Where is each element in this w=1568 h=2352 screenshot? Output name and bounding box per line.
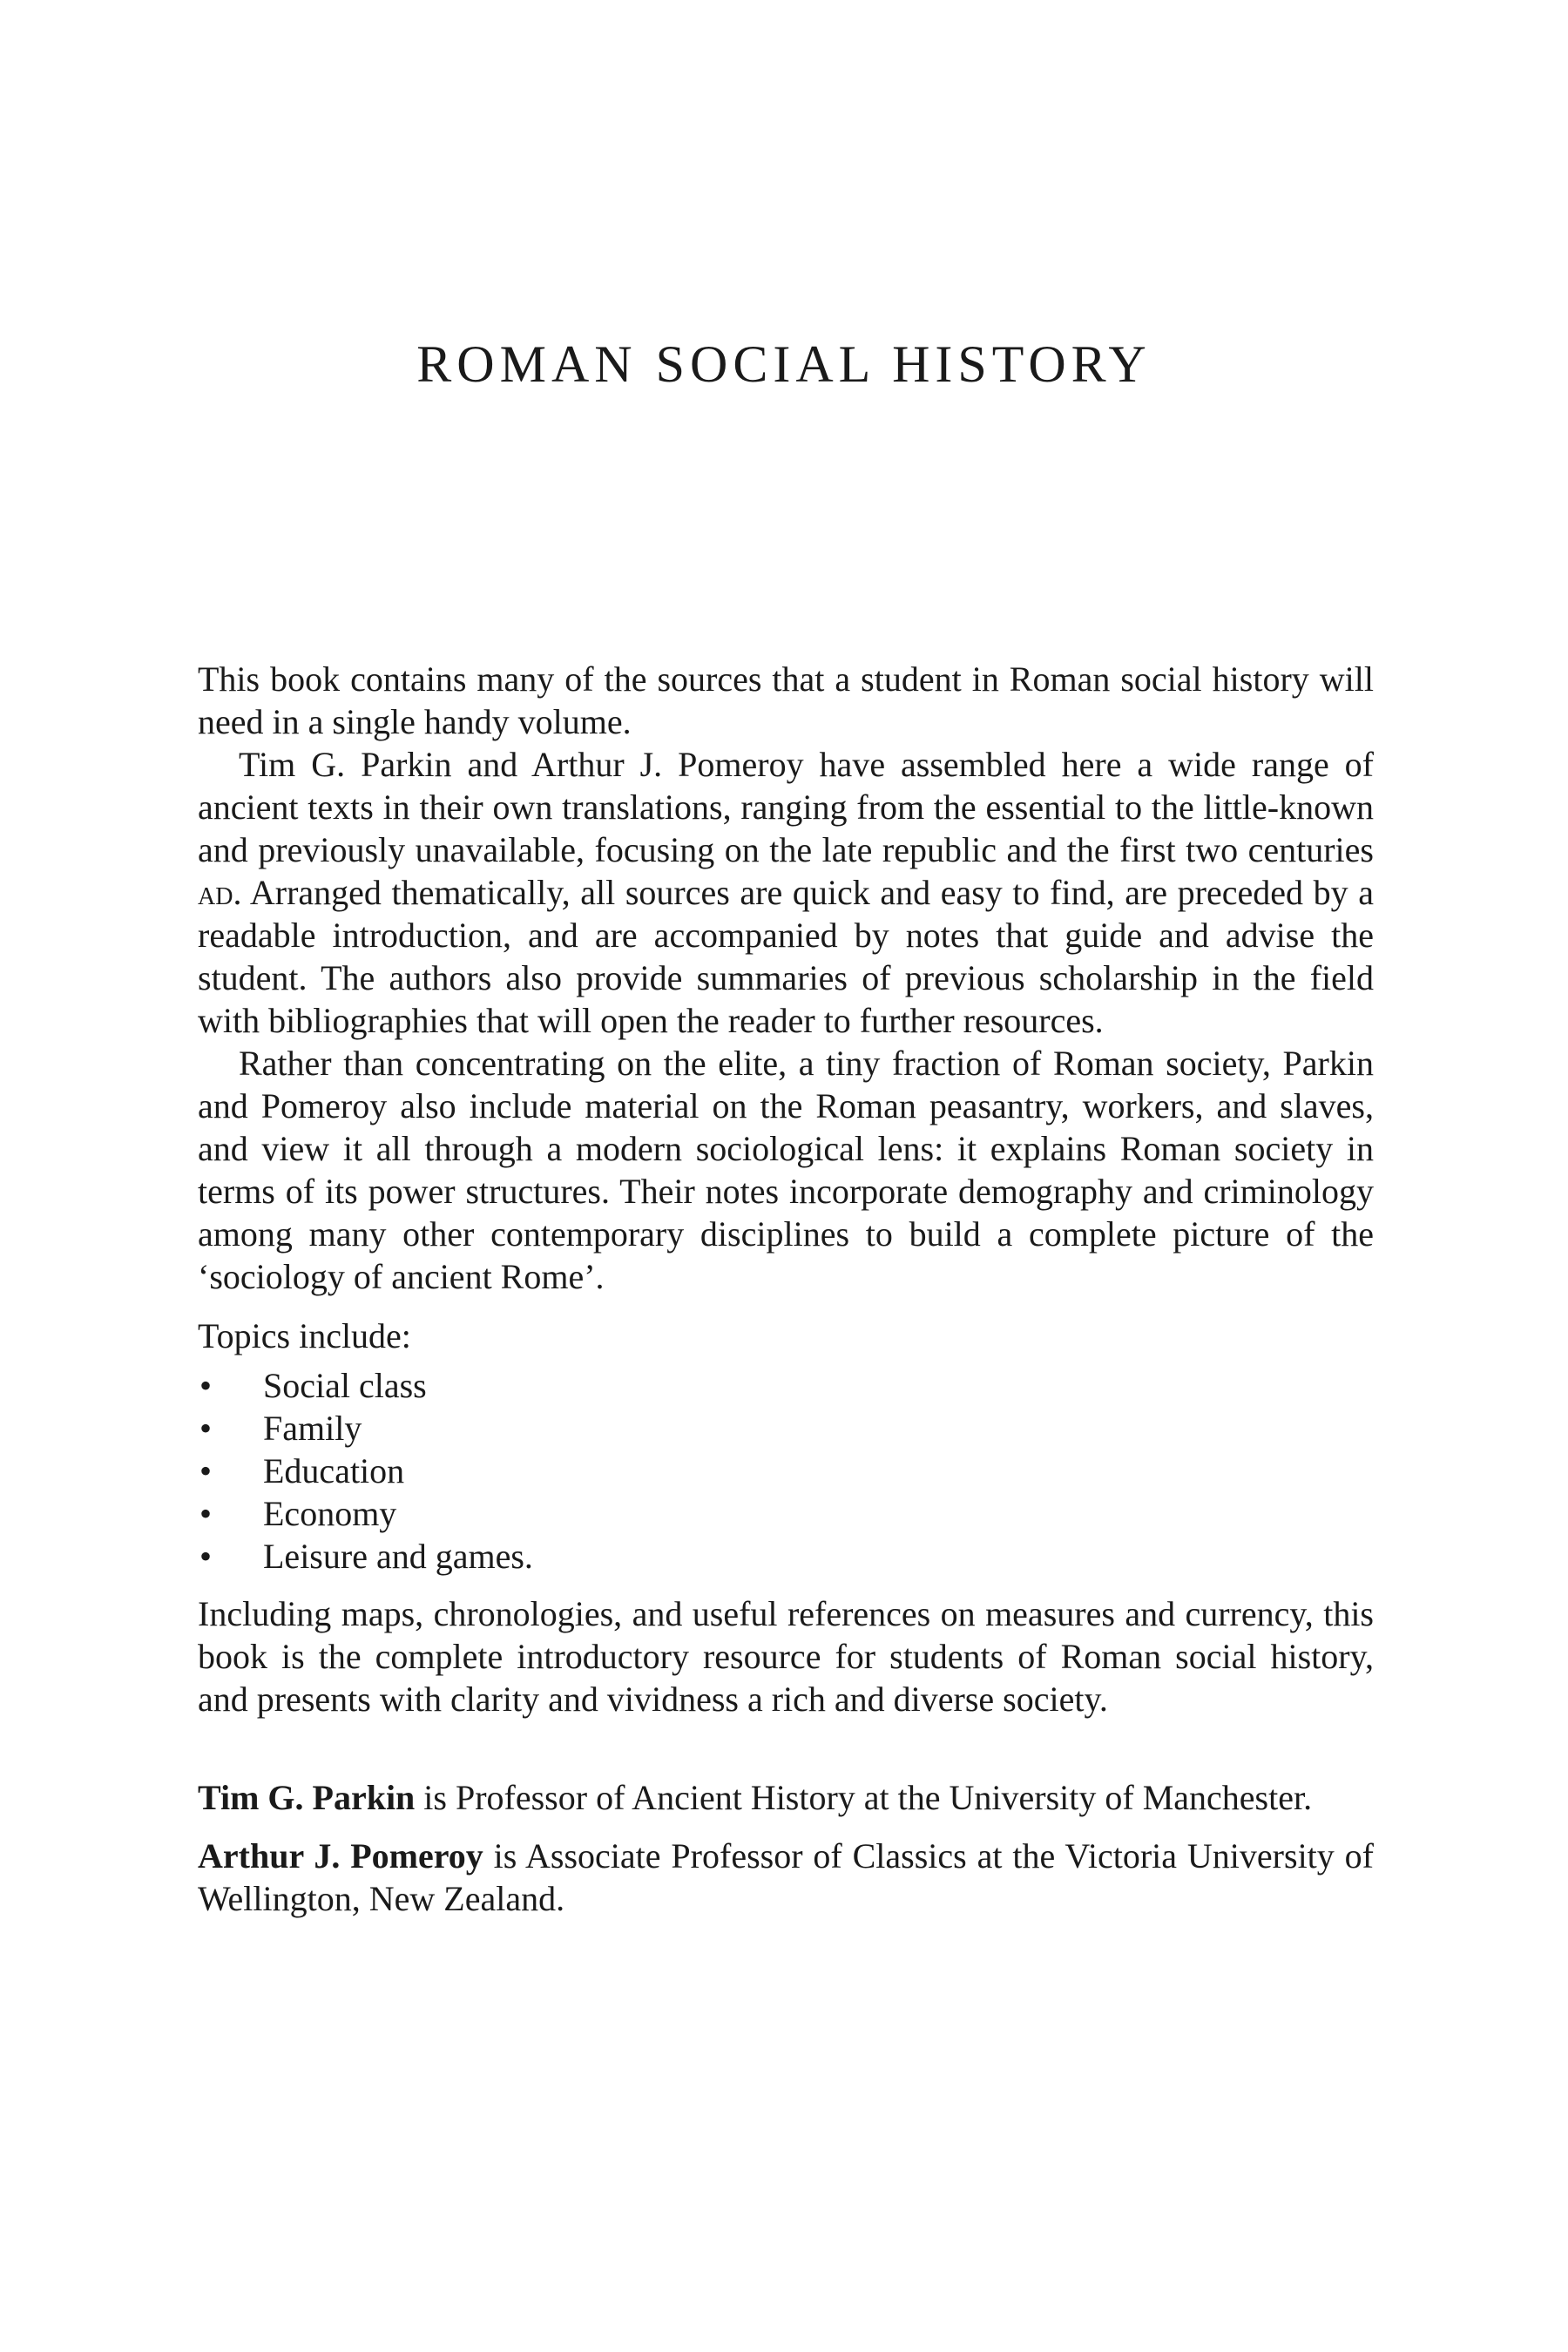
bullet-icon: • (199, 1537, 213, 1576)
topic-label: Economy (263, 1494, 397, 1533)
topic-item (198, 1450, 1374, 1492)
bullet-icon: • (199, 1409, 213, 1448)
topic-item (198, 1407, 1374, 1450)
sources-paragraph-start: Tim G. Parkin and Arthur J. Pomeroy have assembled here a wide range of ancient texts in their own translations, ranging from the essential to the little-known and previously unavailable, focusing on the late republic and the first two centuries (198, 745, 1374, 869)
summary-paragraph: Including maps, chronologies, and useful references on measures and currency, this book is the complete introductory resource for students of Roman social history, and presents with clarity and vividness a rich and diverse society. (198, 1594, 1374, 1719)
topic-item (198, 1492, 1374, 1535)
sources-paragraph (198, 743, 1374, 1042)
author-bio-text: is Associate Professor of Classics at the Victoria University of Wellington, New Zealand. (198, 1836, 1374, 1918)
topic-label: Family (263, 1409, 362, 1448)
topics-intro: Topics include: (198, 1316, 411, 1355)
bullet-icon: • (199, 1451, 213, 1490)
era-abbreviation: ad (198, 873, 233, 912)
intro-paragraph: This book contains many of the sources that a student in Roman social history will need in a single handy volume. (198, 659, 1374, 741)
author-bio-parkin (198, 1776, 1374, 1819)
approach-paragraph: Rather than concentrating on the elite, a tiny fraction of Roman society, Parkin and Pomeroy also include material on the Roman peasantry, workers, and slaves, and view it all through a modern sociological lens: it explains Roman society in terms of its power structures. Their notes incorporate demography and criminology among many other contemporary disciplines to build a complete picture of the ‘sociology of ancient Rome’. (198, 1044, 1374, 1296)
topic-label: Social class (263, 1366, 427, 1405)
author-name: Tim G. Parkin (198, 1778, 416, 1817)
author-bio-pomeroy (198, 1835, 1374, 1920)
topic-item (198, 1364, 1374, 1407)
sources-paragraph-end: . Arranged thematically, all sources are quick and easy to find, are preceded by a readable introduction, and are accompanied by notes that guide and advise the student. The authors also provide summaries of previous scholarship in the field with bibliographies that will open the reader to further resources. (198, 873, 1374, 1040)
topics-list (198, 1364, 1374, 1578)
author-name: Arthur J. Pomeroy (198, 1836, 483, 1876)
book-title: ROMAN SOCIAL HISTORY (416, 335, 1152, 393)
author-bio-text: is Professor of Ancient History at the University of Manchester. (415, 1778, 1313, 1817)
topic-label: Leisure and games. (263, 1537, 533, 1576)
bullet-icon: • (199, 1366, 213, 1405)
bullet-icon: • (199, 1494, 213, 1533)
topic-label: Education (263, 1451, 405, 1490)
blurb-body (198, 658, 1374, 1920)
topic-item (198, 1535, 1374, 1578)
